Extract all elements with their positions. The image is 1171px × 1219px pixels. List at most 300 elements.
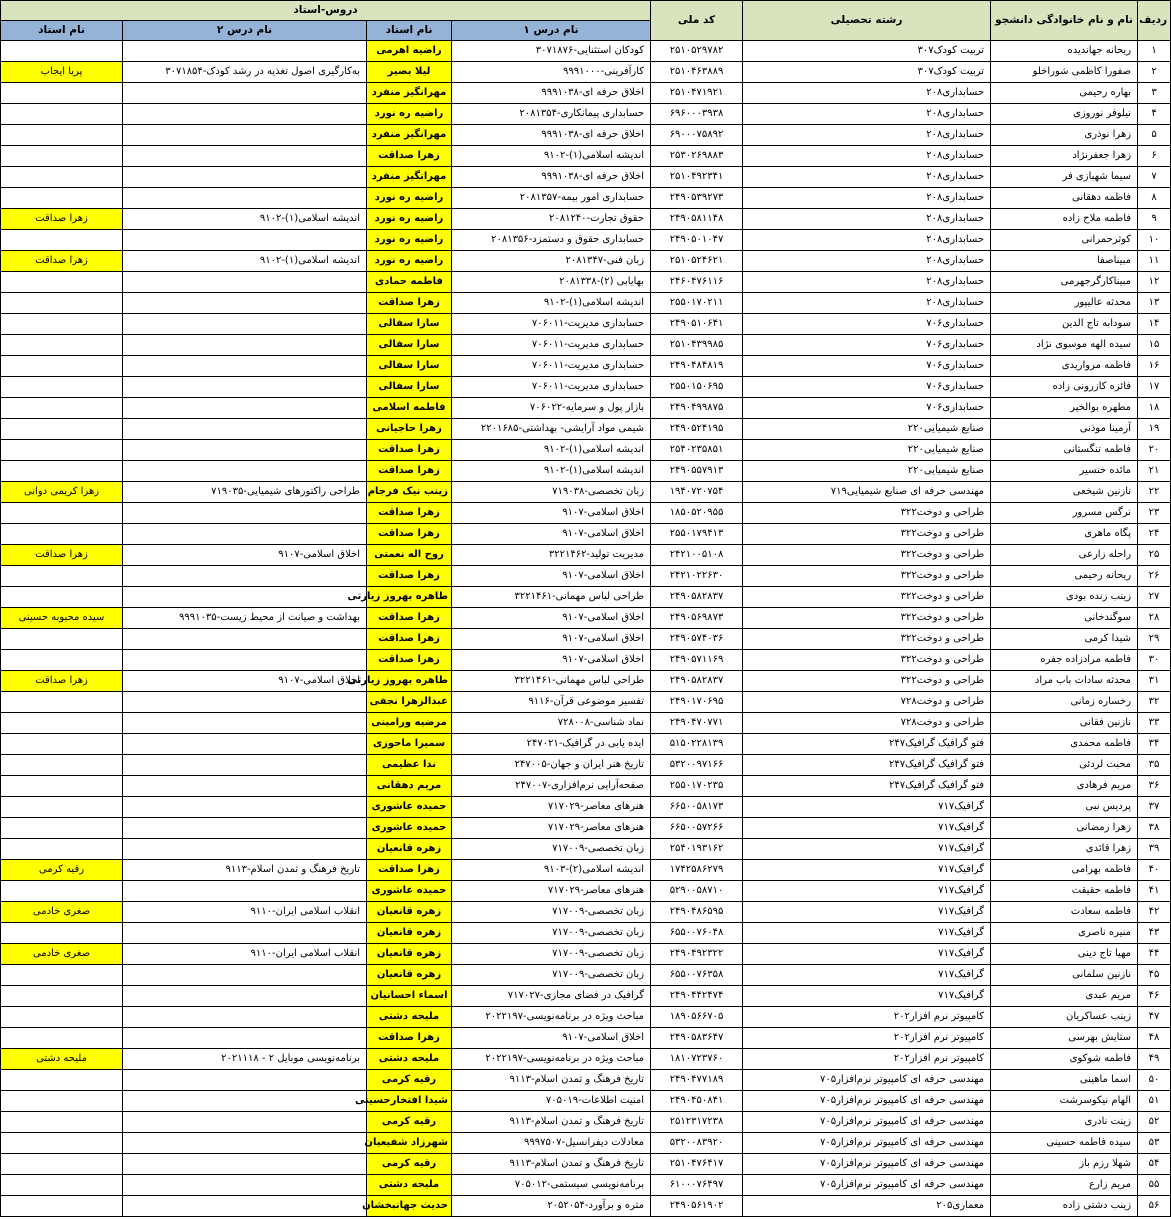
table-row — [1, 797, 1171, 818]
row-number-cell: ۲۶ — [1138, 566, 1171, 587]
teacher-2-cell — [1, 356, 123, 377]
row-number-cell: ۲۹ — [1138, 629, 1171, 650]
major-cell: کامپیوتر نرم افزار۲۰۲ — [743, 1049, 991, 1070]
row-number-cell: ۱۷ — [1138, 377, 1171, 398]
national-code-cell: ۲۵۵۰۱۷۰۲۳۵ — [651, 776, 743, 797]
major-cell: طراحی و دوخت۳۲۲ — [743, 650, 991, 671]
row-number-cell: ۳۴ — [1138, 734, 1171, 755]
table-row — [1, 440, 1171, 461]
teacher-2-cell — [1, 524, 123, 545]
teacher-1-cell: زهرا صداقت — [367, 629, 452, 650]
teacher-1-cell: راضیه ره نورد — [367, 251, 452, 272]
course-1-cell: حسابداری پیمانکاری-۲۰۸۱۳۵۴ — [452, 104, 651, 125]
teacher-1-cell: حمیده عاشوری — [367, 881, 452, 902]
teacher-1-cell: سارا سفالی — [367, 335, 452, 356]
teacher-1-cell: زهرا صداقت — [367, 293, 452, 314]
major-cell: مهندسی حرفه ای کامپیوتر نرم‌افزار۷۰۵ — [743, 1175, 991, 1196]
national-code-cell: ۲۵۱۲۳۱۷۲۳۸ — [651, 1112, 743, 1133]
teacher-2-cell — [1, 923, 123, 944]
teacher-1-cell: حدیث جهانبخشان — [367, 1196, 452, 1217]
row-number-cell: ۲۵ — [1138, 545, 1171, 566]
table-row — [1, 902, 1171, 923]
row-number-cell: ۴۰ — [1138, 860, 1171, 881]
student-name-cell: بهاره رحیمی — [991, 83, 1138, 104]
major-cell: گرافیک۷۱۷ — [743, 860, 991, 881]
national-code-cell: ۲۵۵۰۱۵۰۶۹۵ — [651, 377, 743, 398]
course-1-cell: تاریخ فرهنگ و تمدن اسلام-۹۱۱۳ — [452, 1070, 651, 1091]
national-code-cell: ۲۵۵۰۱۷۰۲۱۱ — [651, 293, 743, 314]
row-number-cell: ۲۴ — [1138, 524, 1171, 545]
table-row — [1, 125, 1171, 146]
major-cell: مهندسی حرفه ای کامپیوتر نرم‌افزار۷۰۵ — [743, 1133, 991, 1154]
table-row — [1, 335, 1171, 356]
course-2-cell — [123, 1175, 367, 1196]
course-2-cell — [123, 125, 367, 146]
course-2-cell — [123, 524, 367, 545]
teacher-2-cell — [1, 83, 123, 104]
table-row — [1, 608, 1171, 629]
teacher-2-cell — [1, 1007, 123, 1028]
course-2-cell: اخلاق اسلامی-۹۱۰۷ — [123, 545, 367, 566]
student-name-cell: سوگندخانی — [991, 608, 1138, 629]
student-name-cell: پگاه ماهری — [991, 524, 1138, 545]
national-code-cell: ۲۴۹۰۵۰۱۰۴۷ — [651, 230, 743, 251]
course-2-cell — [123, 41, 367, 62]
national-code-cell: ۱۸۱۰۷۲۳۷۶۰ — [651, 1049, 743, 1070]
student-name-cell: سیما شهبازی فر — [991, 167, 1138, 188]
teacher-2-cell — [1, 776, 123, 797]
teacher-1-header: نام استاد — [367, 21, 452, 41]
row-number-cell: ۳۲ — [1138, 692, 1171, 713]
major-cell: طراحی و دوخت۳۲۲ — [743, 524, 991, 545]
teacher-2-cell — [1, 146, 123, 167]
student-name-cell: فاطمه حقیقت — [991, 881, 1138, 902]
course-1-cell: کارآفرینی-۹۹۹۱۰۰۰ — [452, 62, 651, 83]
teacher-1-cell: فاطمه حمادی — [367, 272, 452, 293]
teacher-2-cell: صغری خادمی — [1, 902, 123, 923]
student-name-cell: سیده الهه موسوی نژاد — [991, 335, 1138, 356]
course-2-cell — [123, 377, 367, 398]
table-row — [1, 545, 1171, 566]
national-code-cell: ۲۵۱۰۴۳۹۹۸۵ — [651, 335, 743, 356]
major-cell: طراحی و دوخت۳۲۲ — [743, 503, 991, 524]
national-code-cell: ۲۴۹۰۵۱۰۶۴۱ — [651, 314, 743, 335]
course-1-cell: اخلاق حرفه ای-۹۹۹۱۰۳۸ — [452, 83, 651, 104]
national-code-cell: ۲۵۴۰۱۹۳۱۶۲ — [651, 839, 743, 860]
national-code-cell: ۲۴۹۰۵۷۴۰۳۶ — [651, 629, 743, 650]
teacher-2-cell — [1, 629, 123, 650]
course-2-cell — [123, 755, 367, 776]
major-cell: گرافیک۷۱۷ — [743, 818, 991, 839]
student-name-cell: شیدا کرمی — [991, 629, 1138, 650]
table-row — [1, 503, 1171, 524]
course-2-cell — [123, 440, 367, 461]
teacher-1-cell: اسماء احسانیان — [367, 986, 452, 1007]
student-name-cell: فاطمه مرادزاده جفره — [991, 650, 1138, 671]
teacher-1-cell: طاهره بهروز زیارتی — [367, 587, 452, 608]
national-code-cell: ۲۴۹۰۵۶۱۹۰۲ — [651, 1196, 743, 1217]
course-2-cell: اندیشه اسلامی(۱)-۹۱۰۲ — [123, 251, 367, 272]
table-row — [1, 1196, 1171, 1217]
course-1-cell: اخلاق اسلامی-۹۱۰۷ — [452, 629, 651, 650]
course-1-cell: گرافیک در فضای مجازی-۷۱۷۰۲۷ — [452, 986, 651, 1007]
teacher-2-cell: رقیه کرمی — [1, 860, 123, 881]
national-code-cell: ۲۴۹۰۵۲۴۱۹۵ — [651, 419, 743, 440]
table-row — [1, 209, 1171, 230]
national-code-cell: ۲۴۹۰۵۵۷۹۱۳ — [651, 461, 743, 482]
student-name-cell: مائده خنسیر — [991, 461, 1138, 482]
course-1-cell: اخلاق اسلامی-۹۱۰۷ — [452, 566, 651, 587]
course-1-cell: تفسیر موضوعی قرآن-۹۱۱۶ — [452, 692, 651, 713]
row-number-cell: ۲۱ — [1138, 461, 1171, 482]
student-name-cell: زهرا جعفرنژاد — [991, 146, 1138, 167]
teacher-2-cell — [1, 1091, 123, 1112]
table-row — [1, 188, 1171, 209]
course-1-cell: طراحی لباس مهمانی-۳۲۲۱۴۶۱ — [452, 671, 651, 692]
national-code-cell: ۲۴۲۱۰۰۵۱۰۸ — [651, 545, 743, 566]
table-row — [1, 251, 1171, 272]
course-1-cell: بازار پول و سرمایه-۷۰۶۰۲۲ — [452, 398, 651, 419]
table-body — [1, 41, 1171, 1217]
teacher-2-cell: زهرا صداقت — [1, 209, 123, 230]
table-row — [1, 1070, 1171, 1091]
row-number-cell: ۳۳ — [1138, 713, 1171, 734]
student-name-header: نام و نام خانوادگی دانشجو — [991, 1, 1138, 41]
row-number-cell: ۴۴ — [1138, 944, 1171, 965]
course-1-cell: اخلاق اسلامی-۹۱۰۷ — [452, 1028, 651, 1049]
national-code-cell: ۲۴۹۰۵۸۳۶۴۷ — [651, 1028, 743, 1049]
course-2-cell — [123, 293, 367, 314]
course-2-cell — [123, 818, 367, 839]
courses-group-header: دروس-استاد — [1, 1, 651, 21]
row-number-cell: ۵۲ — [1138, 1112, 1171, 1133]
student-name-cell: مبیناکارگرجهرمی — [991, 272, 1138, 293]
row-number-cell: ۲۷ — [1138, 587, 1171, 608]
table-row — [1, 944, 1171, 965]
student-name-cell: ریحانه جهاندیده — [991, 41, 1138, 62]
row-number-cell: ۸ — [1138, 188, 1171, 209]
national-code-cell: ۲۵۱۰۴۶۳۸۸۹ — [651, 62, 743, 83]
row-number-cell: ۴۹ — [1138, 1049, 1171, 1070]
major-cell: مهندسی حرفه ای کامپیوتر نرم‌افزار۷۰۵ — [743, 1112, 991, 1133]
major-cell: طراحی و دوخت۳۲۲ — [743, 587, 991, 608]
course-1-cell: طراحی لباس مهمانی-۳۲۲۱۴۶۱ — [452, 587, 651, 608]
teacher-1-cell: عبدالزهرا نجفی — [367, 692, 452, 713]
teacher-2-cell — [1, 566, 123, 587]
course-2-cell — [123, 461, 367, 482]
national-code-cell: ۲۴۹۰۵۶۹۸۷۳ — [651, 608, 743, 629]
row-number-cell: ۵۵ — [1138, 1175, 1171, 1196]
table-row — [1, 419, 1171, 440]
major-cell: مهندسی حرفه ای کامپیوتر نرم‌افزار۷۰۵ — [743, 1091, 991, 1112]
course-2-cell: اخلاق اسلامی-۹۱۰۷ — [123, 671, 367, 692]
teacher-1-cell: زهره قانعیان — [367, 944, 452, 965]
row-number-cell: ۳۱ — [1138, 671, 1171, 692]
teacher-1-cell: راضیه ره نورد — [367, 209, 452, 230]
course-1-cell: اندیشه اسلامی(۲)-۹۱۰۳ — [452, 860, 651, 881]
table-row — [1, 986, 1171, 1007]
national-code-cell: ۵۳۲۰۰۹۷۱۶۶ — [651, 755, 743, 776]
row-number-cell: ۱۵ — [1138, 335, 1171, 356]
course-1-cell: کودکان استثنایی-۳۰۷۱۸۷۶ — [452, 41, 651, 62]
row-number-cell: ۳۶ — [1138, 776, 1171, 797]
major-cell: حسابداری۲۰۸ — [743, 293, 991, 314]
national-code-cell: ۵۲۹۰۰۵۸۷۱۰ — [651, 881, 743, 902]
teacher-2-cell — [1, 692, 123, 713]
teacher-2-cell — [1, 293, 123, 314]
table-row — [1, 860, 1171, 881]
teacher-2-cell — [1, 230, 123, 251]
major-cell: گرافیک۷۱۷ — [743, 797, 991, 818]
course-2-cell — [123, 797, 367, 818]
teacher-1-cell: زهرا صداقت — [367, 608, 452, 629]
table-row — [1, 83, 1171, 104]
table-row — [1, 272, 1171, 293]
row-number-cell: ۷ — [1138, 167, 1171, 188]
row-number-cell: ۱۴ — [1138, 314, 1171, 335]
teacher-1-cell: زینب نیک فرجام — [367, 482, 452, 503]
teacher-1-cell: راضیه ره نورد — [367, 230, 452, 251]
course-1-cell: زبان تخصصی-۷۱۷۰۰۹ — [452, 944, 651, 965]
student-name-cell: آرمینا موذنی — [991, 419, 1138, 440]
national-code-cell: ۲۴۹۰۱۷۰۶۹۵ — [651, 692, 743, 713]
teacher-2-header: نام استاد — [1, 21, 123, 41]
teacher-1-cell: زهرا صداقت — [367, 503, 452, 524]
major-cell: طراحی و دوخت۷۲۸ — [743, 713, 991, 734]
row-number-cell: ۴۸ — [1138, 1028, 1171, 1049]
course-2-cell — [123, 230, 367, 251]
national-code-cell: ۲۴۹۰۴۵۰۸۴۱ — [651, 1091, 743, 1112]
row-number-cell: ۱۱ — [1138, 251, 1171, 272]
course-1-cell: هنرهای معاصر-۷۱۷۰۲۹ — [452, 797, 651, 818]
table-row — [1, 146, 1171, 167]
major-cell: گرافیک۷۱۷ — [743, 902, 991, 923]
major-cell: فتو گرافیک گرافیک۲۴۷ — [743, 776, 991, 797]
teacher-1-cell: ملیحه دشتی — [367, 1175, 452, 1196]
course-1-cell: حسابداری مدیریت-۷۰۶۰۱۱ — [452, 335, 651, 356]
teacher-1-cell: ندا عظیمی — [367, 755, 452, 776]
teacher-2-cell — [1, 377, 123, 398]
teacher-2-cell: سیده محبوبه حسینی — [1, 608, 123, 629]
teacher-2-cell — [1, 461, 123, 482]
row-number-header: ردیف — [1138, 1, 1171, 41]
teacher-1-cell: سارا سفالی — [367, 377, 452, 398]
major-cell: حسابداری۲۰۸ — [743, 188, 991, 209]
table-row — [1, 629, 1171, 650]
course-2-cell — [123, 314, 367, 335]
teacher-2-cell: زهرا صداقت — [1, 671, 123, 692]
table-row — [1, 293, 1171, 314]
course-1-cell: حسابداری مدیریت-۷۰۶۰۱۱ — [452, 356, 651, 377]
course-2-cell — [123, 881, 367, 902]
teacher-2-cell — [1, 818, 123, 839]
course-1-cell: ایده یابی در گرافیک-۲۴۷۰۲۱ — [452, 734, 651, 755]
course-2-cell: بهداشت و صیانت از محیط زیست-۹۹۹۱۰۳۵ — [123, 608, 367, 629]
row-number-cell: ۲۰ — [1138, 440, 1171, 461]
course-2-cell — [123, 272, 367, 293]
national-code-cell: ۶۹۶۰۰۰۳۹۳۸ — [651, 104, 743, 125]
national-code-cell: ۲۴۹۰۵۸۲۸۳۷ — [651, 587, 743, 608]
teacher-1-cell: زهره قانعیان — [367, 923, 452, 944]
row-number-cell: ۴۵ — [1138, 965, 1171, 986]
course-1-cell: زبان تخصصی-۷۱۹۰۳۸ — [452, 482, 651, 503]
major-cell: گرافیک۷۱۷ — [743, 944, 991, 965]
teacher-2-cell: پریا ایجاب — [1, 62, 123, 83]
teacher-1-cell: رقیه کرمی — [367, 1154, 452, 1175]
national-code-cell: ۲۴۹۰۵۸۱۱۴۸ — [651, 209, 743, 230]
national-code-cell: ۱۸۵۰۵۲۰۹۵۵ — [651, 503, 743, 524]
table-row — [1, 755, 1171, 776]
major-cell: صنایع شیمیایی۲۲۰ — [743, 419, 991, 440]
row-number-cell: ۵۳ — [1138, 1133, 1171, 1154]
student-name-cell: محبت لردئی — [991, 755, 1138, 776]
course-2-cell — [123, 776, 367, 797]
national-code-cell: ۵۱۵۰۲۲۸۱۳۹ — [651, 734, 743, 755]
teacher-1-cell: شیدا افتخارحسینی — [367, 1091, 452, 1112]
course-1-cell: تاریخ فرهنگ و تمدن اسلام-۹۱۱۳ — [452, 1154, 651, 1175]
table-row — [1, 923, 1171, 944]
table-row — [1, 965, 1171, 986]
major-cell: حسابداری۲۰۸ — [743, 272, 991, 293]
teacher-2-cell: ملیحه دشتی — [1, 1049, 123, 1070]
student-name-cell: کوثرحمرانی — [991, 230, 1138, 251]
major-cell: طراحی و دوخت۳۲۲ — [743, 671, 991, 692]
course-2-cell: انقلاب اسلامی ایران-۹۱۱۰ — [123, 902, 367, 923]
student-name-cell: نازنین شیخعی — [991, 482, 1138, 503]
student-name-cell: سودابه تاج الدین — [991, 314, 1138, 335]
row-number-cell: ۵۴ — [1138, 1154, 1171, 1175]
teacher-1-cell: زهره قانعیان — [367, 902, 452, 923]
national-code-cell: ۲۴۹۰۵۳۹۲۷۳ — [651, 188, 743, 209]
table-row — [1, 1007, 1171, 1028]
table-row — [1, 1175, 1171, 1196]
major-cell: کامپیوتر نرم افزار۲۰۲ — [743, 1028, 991, 1049]
teacher-1-cell: رقیه کرمی — [367, 1070, 452, 1091]
table-row — [1, 104, 1171, 125]
course-2-cell — [123, 650, 367, 671]
major-cell: حسابداری۷۰۶ — [743, 356, 991, 377]
national-code-cell: ۶۶۵۰۰۵۷۲۶۶ — [651, 818, 743, 839]
teacher-1-cell: راضیه ره نورد — [367, 188, 452, 209]
national-code-cell: ۱۷۴۲۵۸۶۲۷۹ — [651, 860, 743, 881]
major-cell: حسابداری۲۰۸ — [743, 209, 991, 230]
row-number-cell: ۴۶ — [1138, 986, 1171, 1007]
course-1-cell: اندیشه اسلامی(۱)-۹۱۰۲ — [452, 440, 651, 461]
student-name-cell: ریحانه رحیمی — [991, 566, 1138, 587]
course-1-cell: حسابداری امور بیمه-۲۰۸۱۳۵۷ — [452, 188, 651, 209]
teacher-2-cell: زهرا کریمی دوانی — [1, 482, 123, 503]
student-name-cell: ستایش بهرسی — [991, 1028, 1138, 1049]
table-row — [1, 713, 1171, 734]
major-cell: طراحی و دوخت۳۲۲ — [743, 545, 991, 566]
course-1-cell: زبان تخصصی-۷۱۷۰۰۹ — [452, 923, 651, 944]
major-cell: حسابداری۷۰۶ — [743, 335, 991, 356]
course-2-cell — [123, 587, 367, 608]
table-row — [1, 818, 1171, 839]
teacher-2-cell — [1, 419, 123, 440]
teacher-1-cell: مرضیه ورامینی — [367, 713, 452, 734]
student-name-cell: فاطمه سعادت — [991, 902, 1138, 923]
teacher-2-cell — [1, 587, 123, 608]
major-cell: حسابداری۲۰۸ — [743, 146, 991, 167]
national-code-cell: ۲۴۲۱۰۲۲۶۳۰ — [651, 566, 743, 587]
row-number-cell: ۲۳ — [1138, 503, 1171, 524]
course-2-cell — [123, 398, 367, 419]
student-name-cell: فاطمه شوکوی — [991, 1049, 1138, 1070]
student-name-cell: محدثه عالیپور — [991, 293, 1138, 314]
course-1-cell: اندیشه اسلامی(۱)-۹۱۰۲ — [452, 293, 651, 314]
course-2-cell: تاریخ فرهنگ و تمدن اسلام-۹۱۱۳ — [123, 860, 367, 881]
major-cell: مهندسی حرفه ای صنایع شیمیایی۷۱۹ — [743, 482, 991, 503]
table-row — [1, 566, 1171, 587]
row-number-cell: ۵ — [1138, 125, 1171, 146]
table-row — [1, 62, 1171, 83]
teacher-1-cell: راضیه اهرمی — [367, 41, 452, 62]
row-number-cell: ۱۲ — [1138, 272, 1171, 293]
teacher-2-cell — [1, 104, 123, 125]
national-code-cell: ۶۶۵۰۰۵۸۱۷۳ — [651, 797, 743, 818]
course-2-cell — [123, 923, 367, 944]
course-1-cell: زبان فنی-۲۰۸۱۳۴۷ — [452, 251, 651, 272]
table-row — [1, 377, 1171, 398]
teacher-2-cell — [1, 839, 123, 860]
student-name-cell: زینب دشتی زاده — [991, 1196, 1138, 1217]
course-1-cell: اخلاق حرفه ای-۹۹۹۱۰۳۸ — [452, 125, 651, 146]
national-code-cell: ۶۵۵۰۰۷۶۳۵۸ — [651, 965, 743, 986]
row-number-cell: ۴ — [1138, 104, 1171, 125]
major-cell: تربیت کودک۳۰۷ — [743, 41, 991, 62]
major-cell: گرافیک۷۱۷ — [743, 965, 991, 986]
teacher-2-cell — [1, 965, 123, 986]
row-number-cell: ۵۰ — [1138, 1070, 1171, 1091]
teacher-2-cell — [1, 272, 123, 293]
row-number-cell: ۹ — [1138, 209, 1171, 230]
student-name-cell: محدثه سادات باب مراد — [991, 671, 1138, 692]
table-row — [1, 1049, 1171, 1070]
course-1-cell: تاریخ هنر ایران و جهان-۲۴۷۰۰۵ — [452, 755, 651, 776]
student-name-cell: زهرا قائدی — [991, 839, 1138, 860]
table-row — [1, 1133, 1171, 1154]
national-code-cell: ۶۹۰۰۰۷۵۸۹۲ — [651, 125, 743, 146]
course-2-cell — [123, 734, 367, 755]
row-number-cell: ۱۹ — [1138, 419, 1171, 440]
course-1-cell: حقوق تجارت-۲۰۸۱۲۴۰ — [452, 209, 651, 230]
teacher-2-cell — [1, 797, 123, 818]
national-code-cell: ۲۵۴۰۲۳۵۸۵۱ — [651, 440, 743, 461]
table-row — [1, 398, 1171, 419]
major-cell: طراحی و دوخت۷۲۸ — [743, 692, 991, 713]
row-number-cell: ۱۳ — [1138, 293, 1171, 314]
teacher-1-cell: زهرا صداقت — [367, 566, 452, 587]
row-number-cell: ۱ — [1138, 41, 1171, 62]
table-row — [1, 881, 1171, 902]
table-row — [1, 587, 1171, 608]
major-cell: حسابداری۲۰۸ — [743, 104, 991, 125]
table-row — [1, 1154, 1171, 1175]
teacher-1-cell: زهرا صداقت — [367, 1028, 452, 1049]
teacher-2-cell — [1, 188, 123, 209]
major-cell: مهندسی حرفه ای کامپیوتر نرم‌افزار۷۰۵ — [743, 1154, 991, 1175]
teacher-1-cell: زهرا صداقت — [367, 524, 452, 545]
teacher-1-cell: زهرا صداقت — [367, 461, 452, 482]
course-1-cell: صفحه‌آرایی نرم‌افزاری-۲۴۷۰۰۷ — [452, 776, 651, 797]
student-name-cell: مریم فرهادی — [991, 776, 1138, 797]
table-row — [1, 314, 1171, 335]
student-name-cell: منیره ناصری — [991, 923, 1138, 944]
course-1-cell: زبان تخصصی-۷۱۷۰۰۹ — [452, 902, 651, 923]
teacher-2-cell — [1, 125, 123, 146]
teacher-1-cell: زهرا صداقت — [367, 650, 452, 671]
